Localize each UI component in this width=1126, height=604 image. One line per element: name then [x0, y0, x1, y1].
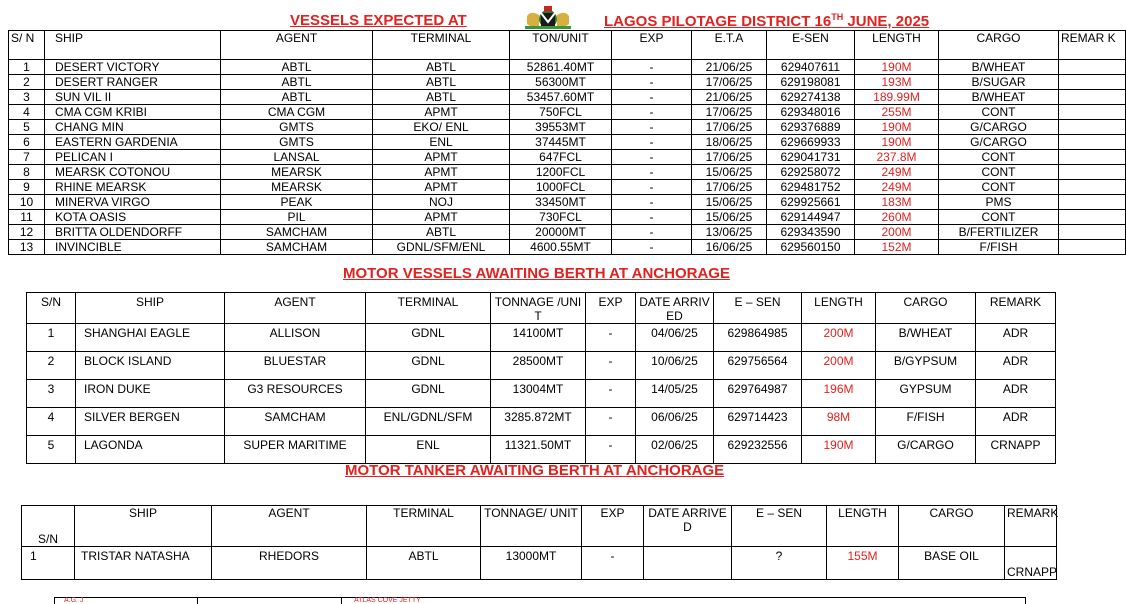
cell-length: 260M	[855, 210, 939, 225]
cell-ship: DESERT VICTORY	[45, 60, 221, 75]
cell-remark	[1059, 240, 1126, 255]
cell-length: 193M	[855, 75, 939, 90]
cell-length: 200M	[802, 352, 876, 380]
page-title-right: LAGOS PILOTAGE DISTRICT 16TH JUNE, 2025	[604, 12, 930, 30]
cell-eta: 17/06/25	[692, 105, 767, 120]
col-header-tonnage: TONNAGE /UNIT	[491, 293, 586, 324]
table-row	[9, 210, 1126, 225]
table-row	[9, 150, 1126, 165]
cell-ton: 750FCL	[510, 105, 612, 120]
cell-eta: 13/06/25	[692, 225, 767, 240]
cell-date-arrived	[644, 547, 732, 580]
cell-terminal: NOJ	[373, 195, 510, 210]
cell-esen: 629764987	[714, 380, 802, 408]
cell-terminal: APMT	[373, 150, 510, 165]
cell-tonnage: 3285.872MT	[491, 408, 586, 436]
cell-cargo: F/FISH	[939, 240, 1059, 255]
cell-cargo: B/WHEAT	[876, 324, 976, 352]
cell-agent: ALLISON	[225, 324, 366, 352]
cell-agent: GMTS	[221, 120, 373, 135]
cell-ton: 4600.55MT	[510, 240, 612, 255]
col-header-date-arrived: DATE ARRIVED	[644, 506, 732, 547]
col-header-sn: S/N	[27, 293, 76, 324]
cell-esen: 629714423	[714, 408, 802, 436]
cell-exp: -	[612, 225, 692, 240]
table-row	[9, 135, 1126, 150]
cell-exp: -	[612, 210, 692, 225]
col-header-remark: REMARK	[976, 293, 1056, 324]
cell-exp: -	[612, 165, 692, 180]
cell-agent: SUPER MARITIME	[225, 436, 366, 464]
cell-length: 190M	[802, 436, 876, 464]
cell-cargo: G/CARGO	[939, 120, 1059, 135]
cell-eta: 21/06/25	[692, 90, 767, 105]
cell-length: 237.8M	[855, 150, 939, 165]
table-row	[9, 75, 1126, 90]
cell-sn: 13	[9, 240, 45, 255]
col-header-ship: SHIP	[45, 31, 221, 60]
page-header	[0, 6, 1080, 30]
cell-cargo: BASE OIL	[899, 547, 1005, 580]
cell-exp: -	[612, 60, 692, 75]
cell-remark: ADR	[976, 408, 1056, 436]
cell-length: 190M	[855, 60, 939, 75]
col-header-eta: E.T.A	[692, 31, 767, 60]
cell-remark	[1059, 135, 1126, 150]
cell-sn: 10	[9, 195, 45, 210]
cell-length: 189.99M	[855, 90, 939, 105]
cell-cargo: G/CARGO	[876, 436, 976, 464]
cell-ship: EASTERN GARDENIA	[45, 135, 221, 150]
cell-ship: SUN VIL II	[45, 90, 221, 105]
cell-ton: 647FCL	[510, 150, 612, 165]
cell-exp: -	[612, 120, 692, 135]
cell-remark	[1059, 120, 1126, 135]
cell-terminal: ABTL	[373, 90, 510, 105]
cell-agent: MEARSK	[221, 180, 373, 195]
cell-ship: BLOCK ISLAND	[76, 352, 225, 380]
cell-terminal: ABTL	[373, 60, 510, 75]
cell-remark	[1059, 225, 1126, 240]
cell-ton: 56300MT	[510, 75, 612, 90]
cell-terminal: APMT	[373, 165, 510, 180]
cell-cargo: B/WHEAT	[939, 90, 1059, 105]
cell-esen: 629560150	[767, 240, 855, 255]
col-header-exp: EXP	[582, 506, 644, 547]
cell-terminal: APMT	[373, 105, 510, 120]
cell-esen: ?	[732, 547, 827, 580]
cell-esen: 629198081	[767, 75, 855, 90]
cell-length: 183M	[855, 195, 939, 210]
col-header-esen: E – SEN	[714, 293, 802, 324]
cell-terminal: ABTL	[373, 75, 510, 90]
cell-agent: ABTL	[221, 90, 373, 105]
cell-agent: BLUESTAR	[225, 352, 366, 380]
cell-exp: -	[612, 240, 692, 255]
cell-cargo: CONT	[939, 165, 1059, 180]
next-table-fragment-left: A.G. J	[64, 597, 84, 604]
cell-ship: RHINE MEARSK	[45, 180, 221, 195]
table-row	[27, 436, 1056, 464]
cell-exp: -	[586, 380, 636, 408]
cell-cargo: F/FISH	[876, 408, 976, 436]
table-row	[9, 90, 1126, 105]
table-row	[27, 324, 1056, 352]
cell-sn: 1	[22, 547, 75, 580]
cell-sn: 12	[9, 225, 45, 240]
table-row	[27, 380, 1056, 408]
cell-ton: 730FCL	[510, 210, 612, 225]
col-header-length: LENGTH	[855, 31, 939, 60]
col-header-exp: EXP	[586, 293, 636, 324]
cell-esen: 629481752	[767, 180, 855, 195]
cell-cargo: CONT	[939, 210, 1059, 225]
cell-tonnage: 13004MT	[491, 380, 586, 408]
cell-eta: 15/06/25	[692, 195, 767, 210]
cell-remark	[1059, 210, 1126, 225]
cell-ton: 1000FCL	[510, 180, 612, 195]
cell-terminal: ENL	[366, 436, 491, 464]
cell-cargo: B/FERTILIZER	[939, 225, 1059, 240]
cell-ship: DESERT RANGER	[45, 75, 221, 90]
cell-cargo: B/WHEAT	[939, 60, 1059, 75]
table-header-row	[27, 293, 1056, 324]
cell-tonnage: 13000MT	[481, 547, 582, 580]
cell-cargo: B/GYPSUM	[876, 352, 976, 380]
cell-date-arrived: 10/06/25	[636, 352, 714, 380]
cell-length: 152M	[855, 240, 939, 255]
cell-exp: -	[586, 436, 636, 464]
col-header-cargo: CARGO	[939, 31, 1059, 60]
cell-ton: 33450MT	[510, 195, 612, 210]
cell-ship: PELICAN I	[45, 150, 221, 165]
col-header-esen: E-SEN	[767, 31, 855, 60]
table-header-row	[9, 31, 1126, 60]
cell-esen: 629343590	[767, 225, 855, 240]
col-header-remark: REMAR K	[1059, 31, 1126, 60]
cell-esen: 629041731	[767, 150, 855, 165]
cell-sn: 8	[9, 165, 45, 180]
cell-ship: IRON DUKE	[76, 380, 225, 408]
col-header-length: LENGTH	[827, 506, 899, 547]
cell-sn: 3	[9, 90, 45, 105]
cell-terminal: GDNL	[366, 352, 491, 380]
cell-sn: 9	[9, 180, 45, 195]
cell-esen: 629407611	[767, 60, 855, 75]
cell-sn: 6	[9, 135, 45, 150]
cell-agent: CMA CGM	[221, 105, 373, 120]
anchorage-vessels-table	[26, 292, 1056, 464]
cell-remark	[1059, 60, 1126, 75]
cell-ship: SHANGHAI EAGLE	[76, 324, 225, 352]
cell-terminal: ABTL	[373, 225, 510, 240]
cell-length: 255M	[855, 105, 939, 120]
cell-sn: 4	[9, 105, 45, 120]
cell-esen: 629274138	[767, 90, 855, 105]
cell-length: 190M	[855, 120, 939, 135]
col-header-cargo: CARGO	[899, 506, 1005, 547]
col-header-terminal: TERMINAL	[366, 293, 491, 324]
cell-terminal: APMT	[373, 180, 510, 195]
col-header-length: LENGTH	[802, 293, 876, 324]
cell-sn: 2	[27, 352, 76, 380]
cell-remark: CRNAPP	[976, 436, 1056, 464]
cell-sn: 7	[9, 150, 45, 165]
table-row	[22, 547, 1057, 580]
cell-eta: 17/06/25	[692, 75, 767, 90]
cell-eta: 15/06/25	[692, 210, 767, 225]
cell-length: 155M	[827, 547, 899, 580]
cell-remark: ADR	[976, 352, 1056, 380]
tanker-table	[21, 505, 1057, 580]
cell-exp: -	[586, 352, 636, 380]
cell-exp: -	[582, 547, 644, 580]
next-table-fragment-right: ATLAS COVE JETTY	[354, 597, 421, 604]
col-header-date-arrived: DATE ARRIVED	[636, 293, 714, 324]
cell-terminal: APMT	[373, 210, 510, 225]
cell-ship: BRITTA OLDENDORFF	[45, 225, 221, 240]
cell-exp: -	[612, 90, 692, 105]
cell-terminal: GDNL	[366, 324, 491, 352]
table-row	[9, 195, 1126, 210]
cell-agent: PEAK	[221, 195, 373, 210]
cell-cargo: CONT	[939, 105, 1059, 120]
cell-sn: 5	[9, 120, 45, 135]
cell-ton: 20000MT	[510, 225, 612, 240]
cell-eta: 18/06/25	[692, 135, 767, 150]
cell-tonnage: 14100MT	[491, 324, 586, 352]
cell-exp: -	[612, 135, 692, 150]
cell-esen: 629669933	[767, 135, 855, 150]
cell-exp: -	[612, 150, 692, 165]
cell-agent: SAMCHAM	[221, 240, 373, 255]
cell-esen: 629864985	[714, 324, 802, 352]
cell-cargo: PMS	[939, 195, 1059, 210]
cell-exp: -	[612, 180, 692, 195]
cell-length: 249M	[855, 180, 939, 195]
table-row	[9, 60, 1126, 75]
cell-eta: 16/06/25	[692, 240, 767, 255]
table-row	[9, 105, 1126, 120]
cell-ton: 37445MT	[510, 135, 612, 150]
cell-tonnage: 11321.50MT	[491, 436, 586, 464]
cell-agent: ABTL	[221, 75, 373, 90]
col-header-sn: S/N	[22, 506, 75, 547]
cell-eta: 15/06/25	[692, 165, 767, 180]
cell-cargo: CONT	[939, 180, 1059, 195]
cell-ship: SILVER BERGEN	[76, 408, 225, 436]
cell-length: 249M	[855, 165, 939, 180]
cell-sn: 2	[9, 75, 45, 90]
cell-esen: 629258072	[767, 165, 855, 180]
cell-esen: 629376889	[767, 120, 855, 135]
cell-date-arrived: 06/06/25	[636, 408, 714, 436]
col-header-agent: AGENT	[221, 31, 373, 60]
cell-date-arrived: 04/06/25	[636, 324, 714, 352]
cell-ship: TRISTAR NATASHA	[75, 547, 212, 580]
cell-esen: 629144947	[767, 210, 855, 225]
table-row	[9, 120, 1126, 135]
col-header-agent: AGENT	[225, 293, 366, 324]
cell-agent: ABTL	[221, 60, 373, 75]
cell-agent: G3 RESOURCES	[225, 380, 366, 408]
cell-ship: CHANG MIN	[45, 120, 221, 135]
cell-ship: INVINCIBLE	[45, 240, 221, 255]
cell-terminal: GDNL/SFM/ENL	[373, 240, 510, 255]
cell-ton: 1200FCL	[510, 165, 612, 180]
table-row	[27, 408, 1056, 436]
cell-cargo: CONT	[939, 150, 1059, 165]
col-header-esen: E – SEN	[732, 506, 827, 547]
cell-remark	[1059, 90, 1126, 105]
cell-cargo: B/SUGAR	[939, 75, 1059, 90]
cell-esen: 629756564	[714, 352, 802, 380]
page-title-left: VESSELS EXPECTED AT	[290, 12, 467, 29]
cell-agent: SAMCHAM	[225, 408, 366, 436]
next-table-top-edge	[54, 597, 1026, 604]
cell-esen: 629232556	[714, 436, 802, 464]
cell-esen: 629348016	[767, 105, 855, 120]
cell-esen: 629925661	[767, 195, 855, 210]
cell-date-arrived: 02/06/25	[636, 436, 714, 464]
cell-ship: MEARSK COTONOU	[45, 165, 221, 180]
cell-remark	[1059, 180, 1126, 195]
cell-agent: MEARSK	[221, 165, 373, 180]
cell-agent: GMTS	[221, 135, 373, 150]
cell-remark	[1059, 195, 1126, 210]
cell-agent: SAMCHAM	[221, 225, 373, 240]
cell-length: 98M	[802, 408, 876, 436]
cell-exp: -	[612, 195, 692, 210]
col-header-exp: EXP	[612, 31, 692, 60]
col-header-tonnage: TONNAGE/ UNIT	[481, 506, 582, 547]
table-row	[9, 240, 1126, 255]
cell-eta: 17/06/25	[692, 120, 767, 135]
cell-remark	[1059, 75, 1126, 90]
cell-remark	[1059, 150, 1126, 165]
anchorage-section-title: MOTOR VESSELS AWAITING BERTH AT ANCHORAGE	[343, 265, 730, 282]
table-row	[9, 165, 1126, 180]
coat-of-arms-icon	[521, 6, 575, 30]
cell-agent: LANSAL	[221, 150, 373, 165]
cell-remark: ADR	[976, 380, 1056, 408]
cell-length: 200M	[802, 324, 876, 352]
table-row	[9, 225, 1126, 240]
cell-sn: 11	[9, 210, 45, 225]
cell-terminal: GDNL	[366, 380, 491, 408]
cell-length: 190M	[855, 135, 939, 150]
cell-remark	[1059, 105, 1126, 120]
col-header-agent: AGENT	[212, 506, 367, 547]
cell-ship: CMA CGM KRIBI	[45, 105, 221, 120]
table-header-row	[22, 506, 1057, 547]
col-header-terminal: TERMINAL	[373, 31, 510, 60]
cell-date-arrived: 14/05/25	[636, 380, 714, 408]
cell-ship: KOTA OASIS	[45, 210, 221, 225]
cell-length: 196M	[802, 380, 876, 408]
col-header-ship: SHIP	[76, 293, 225, 324]
cell-agent: PIL	[221, 210, 373, 225]
cell-length: 200M	[855, 225, 939, 240]
cell-cargo: GYPSUM	[876, 380, 976, 408]
cell-remark	[1059, 165, 1126, 180]
col-header-ship: SHIP	[75, 506, 212, 547]
col-header-cargo: CARGO	[876, 293, 976, 324]
cell-terminal: ABTL	[367, 547, 481, 580]
cell-exp: -	[586, 324, 636, 352]
cell-sn: 1	[27, 324, 76, 352]
cell-exp: -	[612, 105, 692, 120]
cell-agent: RHEDORS	[212, 547, 367, 580]
cell-sn: 1	[9, 60, 45, 75]
cell-terminal: EKO/ ENL	[373, 120, 510, 135]
col-header-remark: REMARK	[1005, 506, 1057, 547]
cell-terminal: ENL/GDNL/SFM	[366, 408, 491, 436]
col-header-ton: TON/UNIT	[510, 31, 612, 60]
tanker-section-title: MOTOR TANKER AWAITING BERTH AT ANCHORAGE	[345, 462, 725, 479]
cell-exp: -	[612, 75, 692, 90]
cell-ship: MINERVA VIRGO	[45, 195, 221, 210]
cell-remark: CRNAPP	[1005, 547, 1057, 580]
cell-sn: 4	[27, 408, 76, 436]
cell-sn: 5	[27, 436, 76, 464]
cell-ton: 39553MT	[510, 120, 612, 135]
cell-eta: 17/06/25	[692, 150, 767, 165]
cell-ship: LAGONDA	[76, 436, 225, 464]
cell-eta: 21/06/25	[692, 60, 767, 75]
expected-vessels-table	[8, 30, 1126, 255]
cell-exp: -	[586, 408, 636, 436]
cell-ton: 53457.60MT	[510, 90, 612, 105]
cell-eta: 17/06/25	[692, 180, 767, 195]
cell-ton: 52861.40MT	[510, 60, 612, 75]
cell-terminal: ENL	[373, 135, 510, 150]
col-header-terminal: TERMINAL	[367, 506, 481, 547]
cell-tonnage: 28500MT	[491, 352, 586, 380]
cell-sn: 3	[27, 380, 76, 408]
table-row	[27, 352, 1056, 380]
cell-cargo: G/CARGO	[939, 135, 1059, 150]
col-header-sn: S/ N	[9, 31, 45, 60]
cell-remark: ADR	[976, 324, 1056, 352]
table-row	[9, 180, 1126, 195]
